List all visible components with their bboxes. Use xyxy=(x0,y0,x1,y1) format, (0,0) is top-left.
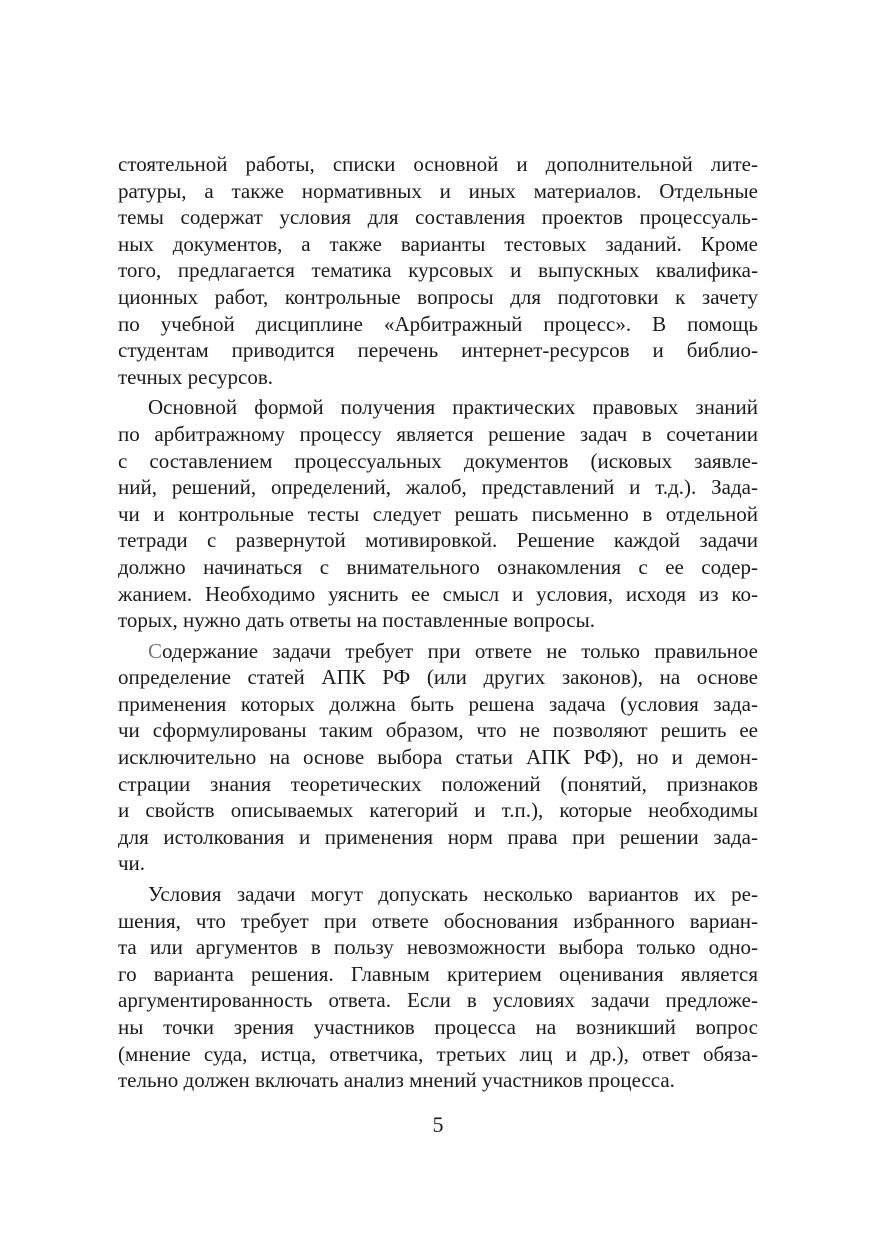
paragraph-2 xyxy=(118,394,758,633)
text-line: ционных работ, контрольные вопросы для подготовки к зачету xyxy=(118,284,758,309)
text-line: для истолкования и применения норм права при решении зада- xyxy=(118,824,758,849)
text-line: определение статей АПК РФ (или других законов), на основе xyxy=(118,665,758,690)
text-line: аргументированность ответа. Если в условиях задачи предложе- xyxy=(118,988,758,1013)
text-line: страции знания теоретических положений (понятий, признаков xyxy=(118,771,758,796)
text-line: го варианта решения. Главным критерием оценивания является xyxy=(118,961,758,986)
text-line: торых, нужно дать ответы на поставленные вопросы. xyxy=(118,608,595,633)
text-line: должно начинаться с внимательного ознакомления с ее содер- xyxy=(118,554,758,579)
text-line: тетради с развернутой мотивировкой. Решение каждой задачи xyxy=(118,528,758,553)
text-line: ных документов, а также варианты тестовых заданий. Кроме xyxy=(118,231,758,256)
body-text xyxy=(118,151,758,1094)
text-line: и свойств описываемых категорий и т.п.), которые необходимы xyxy=(118,798,758,823)
text-line: ний, решений, определений, жалоб, представлений и т.д.). Зада- xyxy=(118,475,758,500)
paragraph-4 xyxy=(118,881,758,1094)
text-line: шения, что требует при ответе обоснования избранного вариан- xyxy=(118,908,758,933)
text-line: по арбитражному процессу является решение задач в сочетании xyxy=(118,421,758,446)
text-line: Основной формой получения практических правовых знаний xyxy=(148,395,758,420)
text-line: чи. xyxy=(118,851,146,876)
text-line: ратуры, а также нормативных и иных материалов. Отдельные xyxy=(118,178,758,203)
text-line: (мнение суда, истца, ответчика, третьих лиц и др.), ответ обяза- xyxy=(118,1041,758,1066)
text-line: жанием. Необходимо уяснить ее смысл и условия, исходя из ко- xyxy=(118,581,758,606)
text-line: чи и контрольные тесты следует решать письменно в отдельной xyxy=(118,501,758,526)
text-line: Условия задачи могут допускать несколько вариантов их ре- xyxy=(148,882,758,907)
text-line: исключительно на основе выбора статьи АПК РФ), но и демон- xyxy=(118,745,758,770)
text-line: студентам приводится перечень интернет-ресурсов и библио- xyxy=(118,338,758,363)
text-line: течных ресурсов. xyxy=(118,364,274,389)
text-line: темы содержат условия для составления проектов процессуаль- xyxy=(118,205,758,230)
text-line xyxy=(118,638,758,665)
text-line: с составлением процессуальных документов (исковых заявле- xyxy=(118,448,758,473)
page-number: 5 xyxy=(432,1112,444,1137)
paragraph-initial-letter: С xyxy=(148,638,163,663)
text-line: того, предлагается тематика курсовых и выпускных квалифика- xyxy=(118,258,758,283)
text-line: та или аргументов в пользу невозможности выбора только одно- xyxy=(118,935,758,960)
paragraph-1 xyxy=(118,151,758,390)
paragraph-3 xyxy=(118,638,758,877)
first-line-rest: одержание задачи требует при ответе не только правильное xyxy=(162,638,758,663)
text-line: по учебной дисциплине «Арбитражный процесс». В помощь xyxy=(118,311,758,336)
text-line: чи сформулированы таким образом, что не позволяют решить ее xyxy=(118,718,758,743)
text-line: тельно должен включать анализ мнений участников процесса. xyxy=(118,1068,675,1093)
text-line: применения которых должна быть решена задача (условия зада- xyxy=(118,691,758,716)
text-line: ны точки зрения участников процесса на возникший вопрос xyxy=(118,1015,758,1039)
text-line: стоятельной работы, списки основной и дополнительной лите- xyxy=(118,152,758,176)
